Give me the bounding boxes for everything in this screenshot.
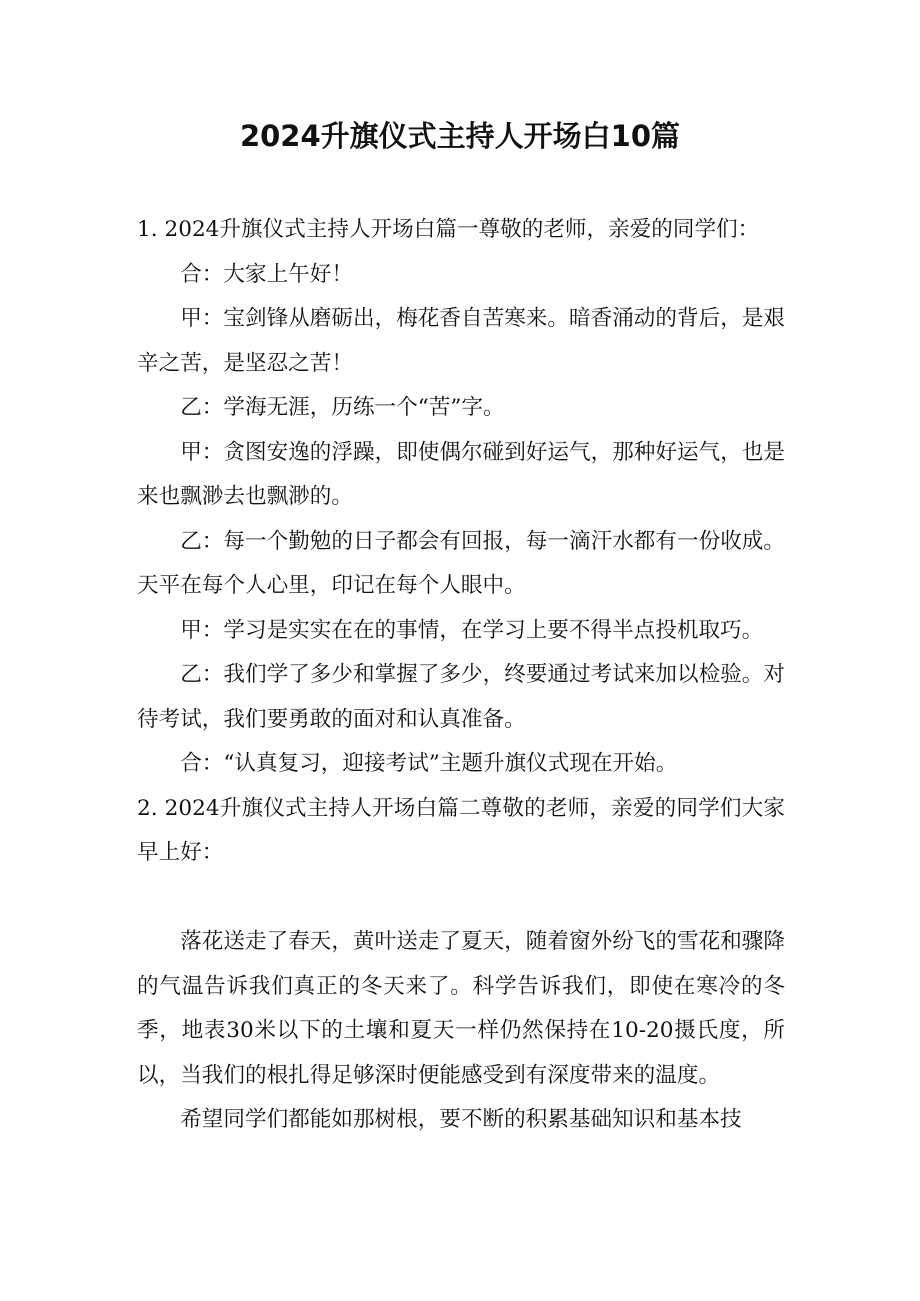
section-2-heading: 2. 2024升旗仪式主持人开场白篇二尊敬的老师，亲爱的同学们大家早上好： [137,795,785,865]
blank-line [137,876,785,921]
paragraph: 甲：宝剑锋从磨砺出，梅花香自苦寒来。暗香涌动的背后，是艰辛之苦，是坚忍之苦！ [137,306,785,376]
document-body [137,208,785,1143]
paragraph: 乙：每一个勤勉的日子都会有回报，每一滴汗水都有一份收成。天平在每个人心里，印记在每个人眼中。 [137,528,785,598]
paragraph: 乙：我们学了多少和掌握了多少，终要通过考试来加以检验。对待考试，我们要勇敢的面对和认真准备。 [137,662,785,732]
paragraph: 希望同学们都能如那树根，要不断的积累基础知识和基本技 [180,1107,742,1132]
paragraph: 合：大家上午好！ [180,261,353,287]
section-1-heading: 1. 2024升旗仪式主持人开场白篇一尊敬的老师，亲爱的同学们： [137,217,760,242]
paragraph: 甲：贪图安逸的浮躁，即使偶尔碰到好运气，那种好运气，也是来也飘渺去也飘渺的。 [137,439,785,509]
paragraph: 合：“认真复习，迎接考试”主题升旗仪式现在开始。 [180,751,678,776]
paragraph: 甲：学习是实实在在的事情，在学习上要不得半点投机取巧。 [180,617,764,643]
paragraph: 乙：学海无涯，历练一个“苦”字。 [180,395,505,420]
paragraph: 落花送走了春天，黄叶送走了夏天，随着窗外纷飞的雪花和骤降的气温告诉我们真正的冬天来了。科学告诉我们，即使在寒冷的冬季，地表30米以下的土壤和夏天一样仍然保持在10-20摄氏度，所以，当我们的根扎得足够深时便能感受到有深度带来的温度。 [137,929,785,1088]
document-title: 2024升旗仪式主持人开场白10篇 [239,119,681,153]
